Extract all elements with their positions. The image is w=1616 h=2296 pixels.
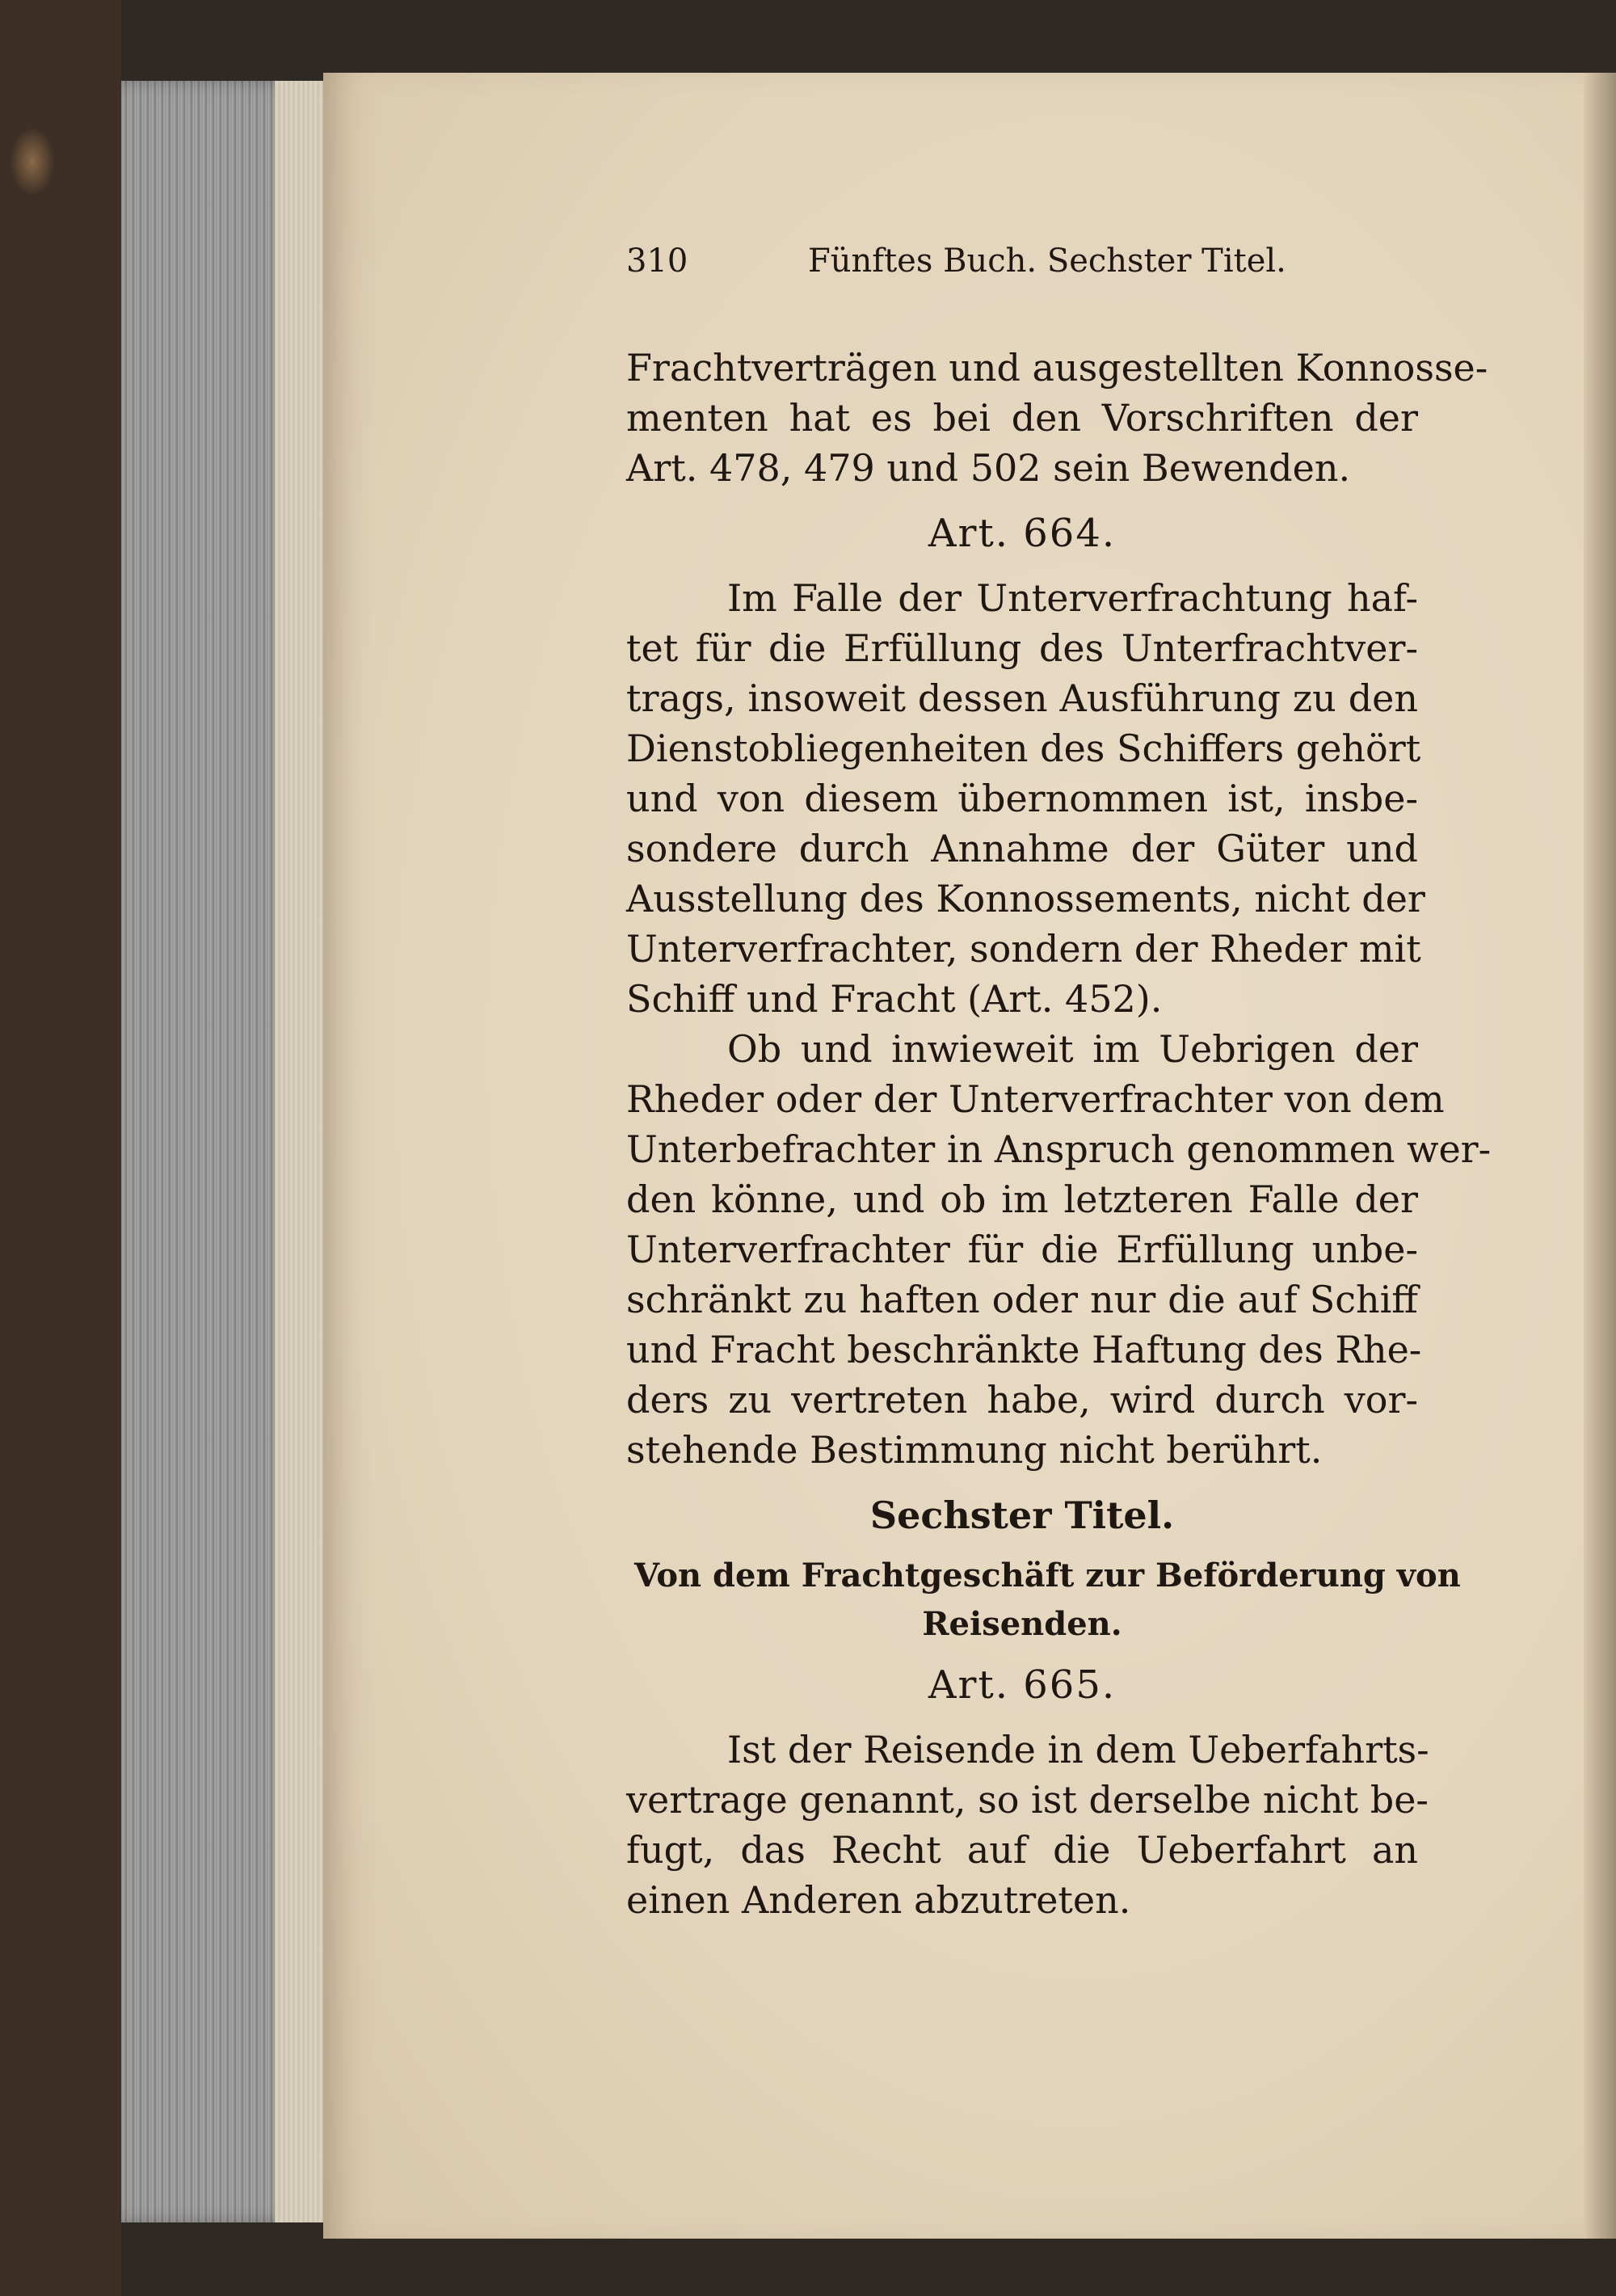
text-line: Ist der Reisende in dem Ueberfahrts-	[727, 1728, 1429, 1772]
text-line: und von diesem übernommen ist, insbe-	[626, 777, 1418, 820]
text-line: trags, insoweit dessen Ausführung zu den	[626, 676, 1418, 720]
text-line: ders zu vertreten habe, wird durch vor-	[626, 1378, 1418, 1422]
article-heading-664: Art. 664.	[928, 511, 1117, 556]
page-edges	[121, 81, 323, 2222]
text-line: den könne, und ob im letzteren Falle der	[626, 1177, 1418, 1221]
text-line: Ob und inwieweit im Uebrigen der	[727, 1027, 1418, 1071]
text-line: Rheder oder der Unterverfrachter von dem	[626, 1077, 1445, 1121]
text-line: stehende Bestimmung nicht berührt.	[626, 1428, 1323, 1472]
text-line: sondere durch Annahme der Güter und	[626, 827, 1418, 870]
section-subtitle-line: Reisenden.	[922, 1605, 1122, 1643]
section-subtitle-line: Von dem Frachtgeschäft zur Beförderung von	[634, 1557, 1461, 1595]
text-line: Schiff und Fracht (Art. 452).	[626, 977, 1163, 1021]
text-line: einen Anderen abzutreten.	[626, 1878, 1131, 1922]
page-gutter-shadow	[1584, 73, 1616, 2239]
text-line: Ausstellung des Konnossements, nicht der	[626, 877, 1425, 921]
text-line: vertrage genannt, so ist derselbe nicht be-	[626, 1778, 1429, 1822]
text-line: schränkt zu haften oder nur die auf Schiff	[626, 1278, 1418, 1321]
section-title: Sechster Titel.	[869, 1493, 1175, 1537]
running-header	[626, 242, 1418, 291]
text-line: Unterverfrachter, sondern der Rheder mit	[626, 927, 1421, 971]
text-line: fugt, das Recht auf die Ueberfahrt an	[626, 1828, 1418, 1872]
page-number: 310	[626, 242, 688, 280]
marbled-cover	[0, 0, 121, 2296]
running-head-title: Fünftes Buch. Sechster Titel.	[808, 242, 1286, 280]
text-line: Art. 478, 479 und 502 sein Bewenden.	[626, 446, 1351, 490]
text-line: tet für die Erfüllung des Unterfrachtver-	[626, 626, 1418, 670]
article-heading-665: Art. 665.	[928, 1662, 1117, 1708]
text-line: menten hat es bei den Vorschriften der	[626, 396, 1418, 440]
text-line: Im Falle der Unterverfrachtung haf-	[727, 576, 1418, 620]
text-line: und Fracht beschränkte Haftung des Rhe-	[626, 1328, 1422, 1371]
text-line: Frachtverträgen und ausgestellten Konnosse-	[626, 346, 1488, 390]
text-line: Unterbefrachter in Anspruch genommen wer-	[626, 1127, 1492, 1171]
text-line: Unterverfrachter für die Erfüllung unbe-	[626, 1228, 1418, 1271]
text-line: Dienstobliegenheiten des Schiffers gehört	[626, 727, 1421, 770]
